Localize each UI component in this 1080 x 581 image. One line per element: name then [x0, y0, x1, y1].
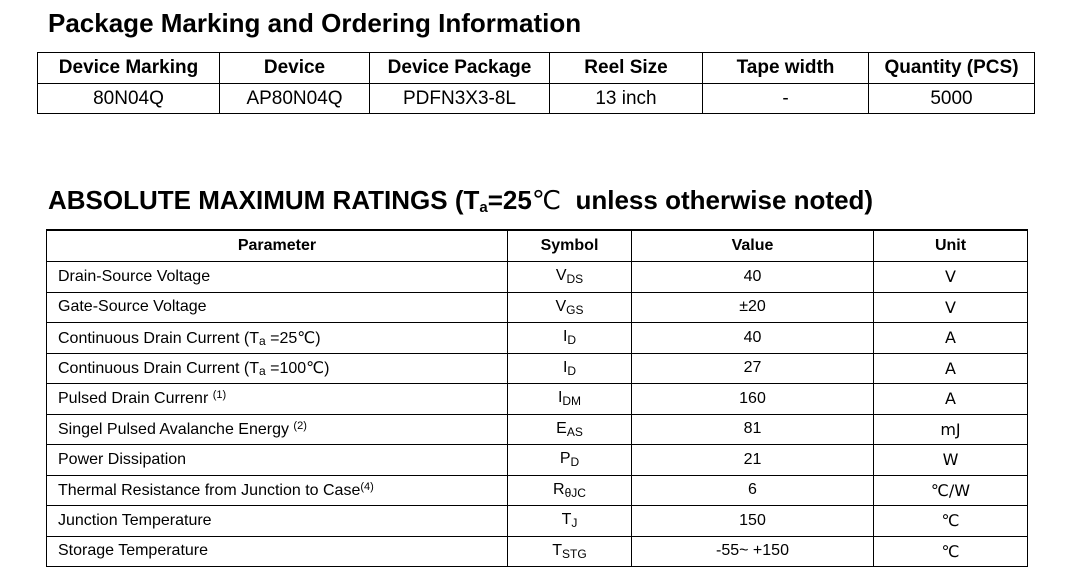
ratings-row: [47, 445, 1028, 476]
ratings-row: [47, 323, 1028, 354]
cell-parameter: Storage Temperature: [47, 536, 508, 567]
cell-symbol: IDM: [508, 384, 632, 415]
ratings-row: [47, 536, 1028, 567]
header-parameter: Parameter: [47, 230, 508, 262]
ordering-header-row: [38, 53, 1035, 84]
cell-unit: V: [874, 292, 1028, 323]
cell-value: 160: [632, 384, 874, 415]
cell-unit: ℃/W: [874, 475, 1028, 506]
cell-symbol: VDS: [508, 262, 632, 293]
header-device-marking: Device Marking: [38, 53, 220, 84]
cell-value: ±20: [632, 292, 874, 323]
ratings-row: [47, 384, 1028, 415]
cell-symbol: ID: [508, 323, 632, 354]
header-symbol: Symbol: [508, 230, 632, 262]
cell-value: 6: [632, 475, 874, 506]
ratings-row: [47, 414, 1028, 445]
cell-device-marking: 80N04Q: [38, 84, 220, 114]
ordering-table: [37, 52, 1035, 114]
cell-value: 81: [632, 414, 874, 445]
cell-parameter: Junction Temperature: [47, 506, 508, 537]
header-value: Value: [632, 230, 874, 262]
cell-parameter: Continuous Drain Current ($T_a$ =25℃): [47, 323, 508, 354]
cell-unit: ℃: [874, 506, 1028, 537]
ratings-row: [47, 475, 1028, 506]
cell-symbol: RθJC: [508, 475, 632, 506]
cell-unit: W: [874, 445, 1028, 476]
cell-parameter: Drain-Source Voltage: [47, 262, 508, 293]
cell-quantity: 5000: [869, 84, 1035, 114]
ratings-row: [47, 262, 1028, 293]
cell-symbol: EAS: [508, 414, 632, 445]
cell-symbol: TSTG: [508, 536, 632, 567]
ordering-title: Package Marking and Ordering Information: [48, 8, 582, 38]
ratings-header-row: [47, 230, 1028, 262]
cell-unit: mJ: [874, 414, 1028, 445]
cell-symbol: ID: [508, 353, 632, 384]
cell-unit: ℃: [874, 536, 1028, 567]
cell-value: 40: [632, 262, 874, 293]
header-device-package: Device Package: [370, 53, 550, 84]
cell-parameter: Thermal Resistance from Junction to Case$^{(4)}$: [47, 475, 508, 506]
cell-device: AP80N04Q: [220, 84, 370, 114]
cell-symbol: PD: [508, 445, 632, 476]
cell-parameter: Power Dissipation: [47, 445, 508, 476]
ratings-row: [47, 506, 1028, 537]
ratings-title: ABSOLUTE MAXIMUM RATINGS ($T_a=25℃$ unless otherwise noted): [48, 185, 874, 216]
header-tape-width: Tape width: [703, 53, 869, 84]
cell-unit: V: [874, 262, 1028, 293]
ratings-row: [47, 292, 1028, 323]
cell-value: 21: [632, 445, 874, 476]
header-unit: Unit: [874, 230, 1028, 262]
header-quantity: Quantity (PCS): [869, 53, 1035, 84]
cell-parameter: Pulsed Drain Currenr $^{(1)}$: [47, 384, 508, 415]
cell-value: 27: [632, 353, 874, 384]
cell-parameter: Singel Pulsed Avalanche Energy $^{(2)}$: [47, 414, 508, 445]
cell-symbol: TJ: [508, 506, 632, 537]
cell-symbol: VGS: [508, 292, 632, 323]
cell-parameter: Gate-Source Voltage: [47, 292, 508, 323]
cell-value: -55~ +150: [632, 536, 874, 567]
cell-unit: A: [874, 323, 1028, 354]
ratings-table: [46, 229, 1028, 567]
cell-value: 150: [632, 506, 874, 537]
ratings-row: [47, 353, 1028, 384]
cell-parameter: Continuous Drain Current ($T_a$ =100℃): [47, 353, 508, 384]
header-reel-size: Reel Size: [550, 53, 703, 84]
header-device: Device: [220, 53, 370, 84]
cell-value: 40: [632, 323, 874, 354]
ordering-row: [38, 84, 1035, 114]
cell-reel-size: 13 inch: [550, 84, 703, 114]
cell-device-package: PDFN3X3-8L: [370, 84, 550, 114]
cell-unit: A: [874, 353, 1028, 384]
cell-unit: A: [874, 384, 1028, 415]
cell-tape-width: -: [703, 84, 869, 114]
